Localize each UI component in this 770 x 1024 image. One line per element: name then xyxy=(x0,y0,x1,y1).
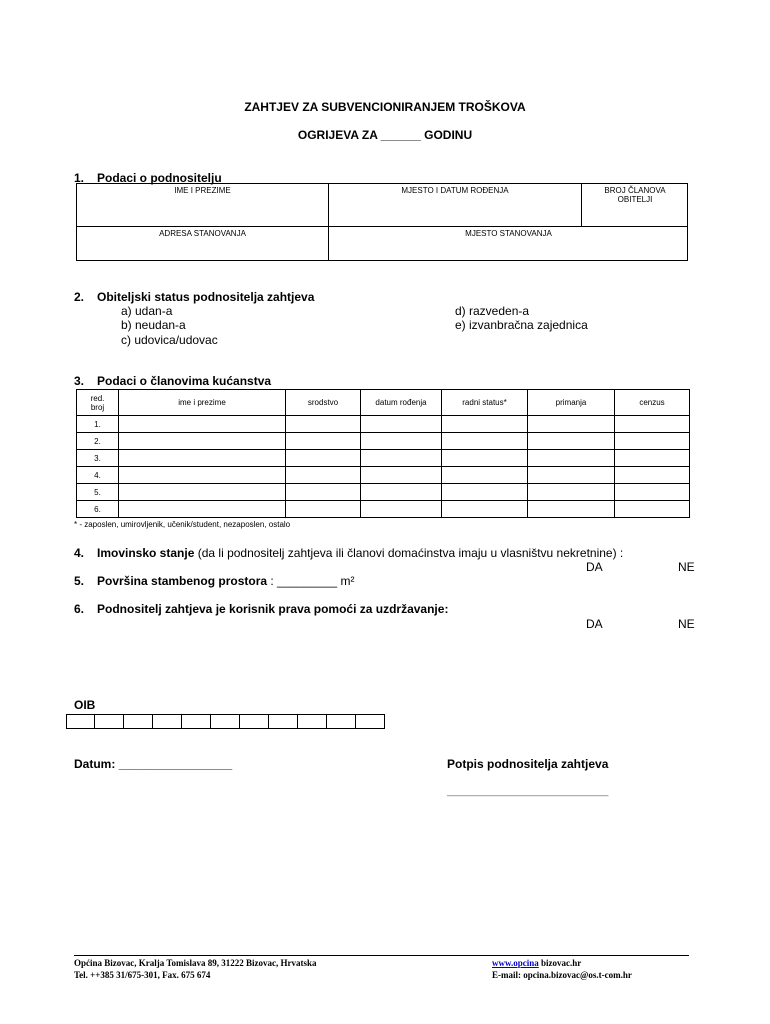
oib-digit-box[interactable] xyxy=(240,714,269,729)
income-input[interactable] xyxy=(528,450,615,467)
table-row xyxy=(77,433,690,450)
section4-line xyxy=(97,546,623,560)
footer-web xyxy=(492,958,581,968)
census-input[interactable] xyxy=(615,484,690,501)
name-input[interactable] xyxy=(119,450,286,467)
footer-email[interactable]: E-mail: opcina.bizovac@os.t-com.hr xyxy=(492,970,632,980)
oib-digit-box[interactable] xyxy=(327,714,356,729)
work-status-input[interactable] xyxy=(442,433,528,450)
row-number: 2. xyxy=(77,433,119,450)
relation-input[interactable] xyxy=(286,484,361,501)
oib-digit-box[interactable] xyxy=(124,714,153,729)
section3-title: Podaci o članovima kućanstva xyxy=(97,374,272,388)
birth-date-input[interactable] xyxy=(361,467,442,484)
section2-number: 2. xyxy=(74,290,85,304)
section4-text: (da li podnositelj zahtjeva ili članovi domaćinstva imaju u vlasništvu nekretnine) : xyxy=(197,546,624,560)
col-name: ime i prezime xyxy=(119,390,286,416)
signature-label: Potpis podnositelja zahtjeva xyxy=(447,757,609,771)
status-option-c[interactable]: c) udovica/udovac xyxy=(121,333,218,347)
row-number: 6. xyxy=(77,501,119,518)
oib-digit-box[interactable] xyxy=(356,714,385,729)
status-option-a[interactable]: a) udan-a xyxy=(121,304,173,318)
place-cell[interactable] xyxy=(329,227,688,260)
census-input[interactable] xyxy=(615,433,690,450)
members-count-cell[interactable] xyxy=(582,184,688,227)
oib-digit-box[interactable] xyxy=(95,714,124,729)
col-birth-date: datum rođenja xyxy=(361,390,442,416)
section5-number: 5. xyxy=(74,574,85,588)
census-input[interactable] xyxy=(615,467,690,484)
section4-number: 4. xyxy=(74,546,85,560)
place-label: MJESTO STANOVANJA xyxy=(465,229,552,238)
birth-date-input[interactable] xyxy=(361,433,442,450)
oib-digit-box[interactable] xyxy=(153,714,182,729)
col-relation: srodstvo xyxy=(286,390,361,416)
census-input[interactable] xyxy=(615,501,690,518)
name-input[interactable] xyxy=(119,467,286,484)
oib-label: OIB xyxy=(74,698,96,712)
income-input[interactable] xyxy=(528,416,615,433)
section6-no[interactable]: NE xyxy=(678,617,695,631)
footer-phone: Tel. ++385 31/675-301, Fax. 675 674 xyxy=(74,970,211,980)
relation-input[interactable] xyxy=(286,467,361,484)
status-option-e[interactable]: e) izvanbračna zajednica xyxy=(455,318,588,332)
footer-web-rest: bizovac.hr xyxy=(538,958,582,968)
income-input[interactable] xyxy=(528,501,615,518)
birth-cell[interactable] xyxy=(329,184,582,227)
name-input[interactable] xyxy=(119,433,286,450)
status-option-d[interactable]: d) razveden-a xyxy=(455,304,530,318)
row-number: 4. xyxy=(77,467,119,484)
row-number: 3. xyxy=(77,450,119,467)
relation-input[interactable] xyxy=(286,501,361,518)
name-input[interactable] xyxy=(119,484,286,501)
section4-yes[interactable]: DA xyxy=(586,560,603,574)
address-cell[interactable] xyxy=(77,227,329,260)
section5-line xyxy=(97,574,354,588)
date-label: Datum: xyxy=(74,757,116,771)
footer-web-link[interactable]: www.opcina xyxy=(492,958,539,968)
date-row xyxy=(74,757,232,771)
oib-boxes xyxy=(66,714,385,729)
row-number: 5. xyxy=(77,484,119,501)
col-row-number xyxy=(77,390,119,416)
relation-input[interactable] xyxy=(286,433,361,450)
income-input[interactable] xyxy=(528,484,615,501)
table-row xyxy=(77,416,690,433)
members-count-label-2: OBITELJI xyxy=(617,195,653,204)
birth-date-input[interactable] xyxy=(361,501,442,518)
section6-title: Podnositelj zahtjeva je korisnik prava pomoći za uzdržavanje: xyxy=(97,602,449,616)
birth-date-input[interactable] xyxy=(361,484,442,501)
section2-title: Obiteljski status podnositelja zahtjeva xyxy=(97,290,315,304)
members-count-label-1: BROJ ČLANOVA xyxy=(604,186,666,195)
section1-number: 1. xyxy=(74,171,85,185)
col-work-status: radni status* xyxy=(442,390,528,416)
birth-label: MJESTO I DATUM ROĐENJA xyxy=(401,186,509,195)
members-table xyxy=(76,389,690,518)
census-input[interactable] xyxy=(615,450,690,467)
members-header-row xyxy=(77,390,690,416)
census-input[interactable] xyxy=(615,416,690,433)
table-footnote: * - zaposlen, umirovljenik, učenik/student, nezaposlen, ostalo xyxy=(74,520,291,529)
oib-digit-box[interactable] xyxy=(211,714,240,729)
col-census: cenzus xyxy=(615,390,690,416)
col-income: primanja xyxy=(528,390,615,416)
birth-date-input[interactable] xyxy=(361,450,442,467)
work-status-input[interactable] xyxy=(442,416,528,433)
applicant-table xyxy=(76,183,688,261)
work-status-input[interactable] xyxy=(442,501,528,518)
section6-number: 6. xyxy=(74,602,85,616)
footer-address: Općina Bizovac, Kralja Tomislava 89, 31222 Bizovac, Hrvatska xyxy=(74,958,317,968)
work-status-input[interactable] xyxy=(442,484,528,501)
name-input[interactable] xyxy=(119,501,286,518)
table-row xyxy=(77,467,690,484)
table-row xyxy=(77,450,690,467)
section4-title: Imovinsko stanje xyxy=(97,546,195,560)
relation-input[interactable] xyxy=(286,450,361,467)
income-input[interactable] xyxy=(528,433,615,450)
table-row xyxy=(77,484,690,501)
relation-input[interactable] xyxy=(286,416,361,433)
section1-title: Podaci o podnositelju xyxy=(97,171,222,185)
footer-rule xyxy=(74,955,689,956)
area-field[interactable]: : _________ m² xyxy=(270,574,355,588)
col-row-number-line1: red. xyxy=(90,393,105,403)
oib-digit-box[interactable] xyxy=(269,714,298,729)
oib-digit-box[interactable] xyxy=(182,714,211,729)
status-option-b[interactable]: b) neudan-a xyxy=(121,318,186,332)
section5-title: Površina stambenog prostora xyxy=(97,574,268,588)
signature-field[interactable]: _____________________________ xyxy=(447,786,609,797)
date-field[interactable]: _________________ xyxy=(118,757,233,771)
address-label: ADRESA STANOVANJA xyxy=(159,229,246,238)
section6-yes[interactable]: DA xyxy=(586,617,603,631)
work-status-input[interactable] xyxy=(442,467,528,484)
income-input[interactable] xyxy=(528,467,615,484)
work-status-input[interactable] xyxy=(442,450,528,467)
name-cell[interactable] xyxy=(77,184,329,227)
table-row xyxy=(77,501,690,518)
col-row-number-line2: broj xyxy=(90,402,105,412)
name-label: IME I PREZIME xyxy=(174,186,231,195)
form-title: ZAHTJEV ZA SUBVENCIONIRANJEM TROŠKOVA xyxy=(244,100,526,114)
section3-number: 3. xyxy=(74,374,85,388)
row-number: 1. xyxy=(77,416,119,433)
section4-no[interactable]: NE xyxy=(678,560,695,574)
oib-digit-box[interactable] xyxy=(66,714,95,729)
oib-digit-box[interactable] xyxy=(298,714,327,729)
birth-date-input[interactable] xyxy=(361,416,442,433)
form-subtitle: OGRIJEVA ZA ______ GODINU xyxy=(297,128,473,142)
name-input[interactable] xyxy=(119,416,286,433)
